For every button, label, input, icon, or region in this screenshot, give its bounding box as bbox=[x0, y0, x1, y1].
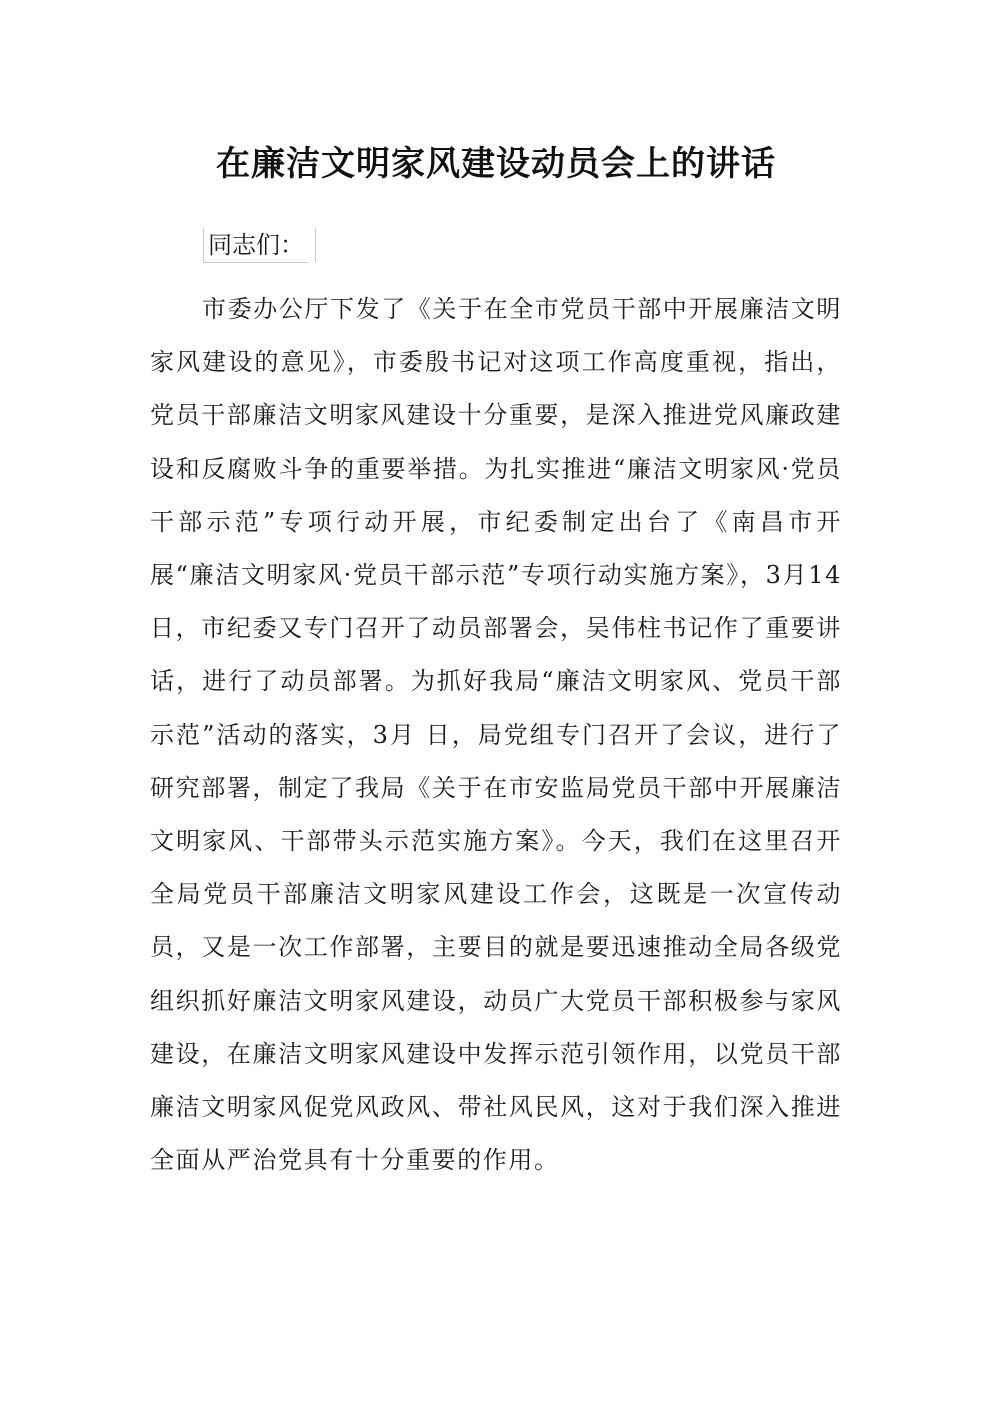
body-paragraph: 市委办公厅下发了《关于在全市党员干部中开展廉洁文明家风建设的意见》，市委殷书记对这项工作高度重视，指出，党员干部廉洁文明家风建设十分重要，是深入推进党风廉政建设和反腐败斗争的重要举措。为扎实推进“廉洁文明家风·党员干部示范”专项行动开展，市纪委制定出台了《南昌市开展“廉洁文明家风·党员干部示范”专项行动实施方案》，3月14日，市纪委又专门召开了动员部署会，吴伟柱书记作了重要讲话，进行了动员部署。为抓好我局“廉洁文明家风、党员干部示范”活动的落实，3月 日，局党组专门召开了会议，进行了研究部署，制定了我局《关于在市安监局党员干部中开展廉洁文明家风、干部带头示范实施方案》。今天，我们在这里召开全局党员干部廉洁文明家风建设工作会，这既是一次宣传动员，又是一次工作部署，主要目的就是要迅速推动全局各级党组织抓好廉洁文明家风建设，动员广大党员干部积极参与家风建设，在廉洁文明家风建设中发挥示范引领作用，以党员干部廉洁文明家风促党风政风、带社风民风，这对于我们深入推进全面从严治党具有十分重要的作用。 bbox=[150, 295, 842, 1175]
salutation: 同志们： bbox=[203, 228, 308, 263]
document-title: 在廉洁文明家风建设动员会上的讲话 bbox=[216, 144, 776, 184]
